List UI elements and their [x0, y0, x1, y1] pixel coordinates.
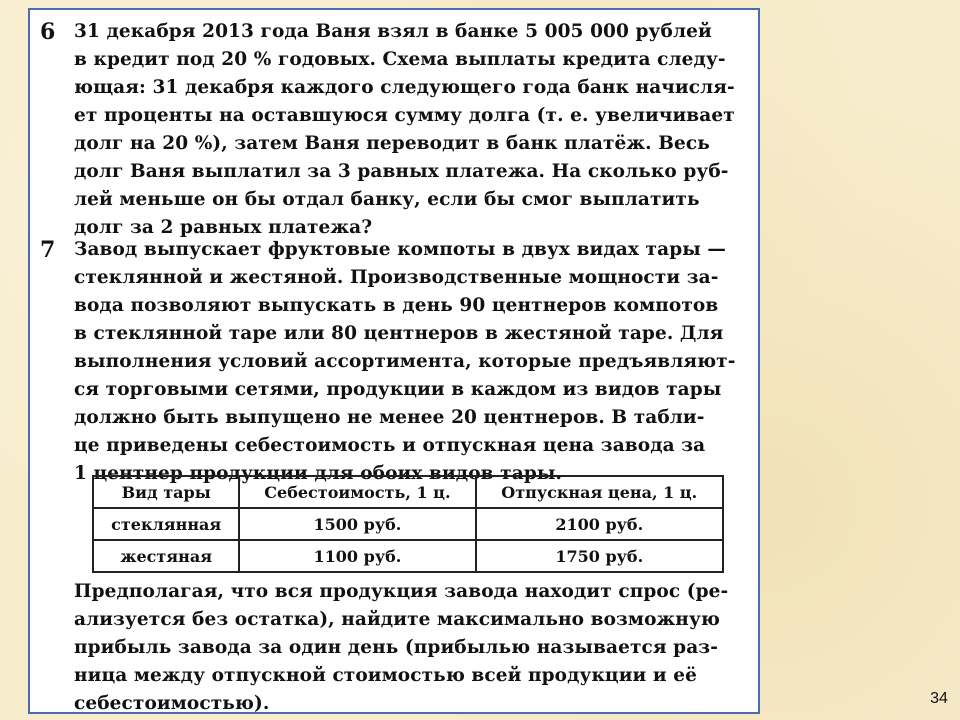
problem-text-line: ся торговыми сетями, продукции в каждом из видов тары [74, 379, 722, 400]
problem-text-line: 31 декабря 2013 года Ваня взял в банке 5 005 000 рублей [74, 21, 712, 42]
table-cell: 1100 руб. [239, 540, 475, 572]
page-number: 34 [930, 690, 948, 707]
problem-text-line: выполнения условий ассортимента, которые предъявляют- [74, 351, 736, 372]
problem-number: 6 [40, 19, 56, 45]
table-header-cell: Себестоимость, 1 ц. [239, 476, 475, 508]
problem-text-line: Предполагая, что вся продукция завода находит спрос (ре- [74, 581, 729, 602]
problem-text-line: ализуется без остатка), найдите максимально возможную [74, 609, 720, 630]
table-cell: 1750 руб. [476, 540, 724, 572]
problem-text-line: Завод выпускает фруктовые компоты в двух видах тары — [74, 239, 727, 260]
table-header-cell: Вид тары [93, 476, 239, 508]
problem-text-line: ница между отпускной стоимостью всей продукции и её [74, 665, 697, 686]
table-cell: 1500 руб. [239, 508, 475, 540]
problem-text-line: в кредит под 20 % годовых. Схема выплаты кредита следу- [74, 49, 726, 70]
table-row [93, 540, 723, 572]
problem-text-line: долг за 2 равных платежа? [74, 217, 373, 238]
table-cell: жестяная [93, 540, 239, 572]
table-cell: 2100 руб. [476, 508, 724, 540]
problem-text-line: вода позволяют выпускать в день 90 центнеров компотов [74, 295, 719, 316]
problem-text-line: 1 центнер продукции для обоих видов тары. [74, 463, 563, 484]
table-row [93, 508, 723, 540]
problem-text-line: лей меньше он бы отдал банку, если бы смог выплатить [74, 189, 700, 210]
problem-text-line: долг Ваня выплатил за 3 равных платежа. На сколько руб- [74, 161, 729, 182]
table-cell: стеклянная [93, 508, 239, 540]
table-header-cell: Отпускная цена, 1 ц. [476, 476, 724, 508]
problem-text-line: должно быть выпущено не менее 20 центнеров. В табли- [74, 407, 705, 428]
document-page [28, 8, 760, 714]
problem-text-line: ющая: 31 декабря каждого следующего года банк начисля- [74, 77, 735, 98]
price-table [92, 475, 724, 573]
problem-text-line: стеклянной и жестяной. Производственные мощности за- [74, 267, 719, 288]
problem-text-line: в стеклянной таре или 80 центнеров в жестяной таре. Для [74, 323, 724, 344]
problem-text-line: долг на 20 %), затем Ваня переводит в банк платёж. Весь [74, 133, 710, 154]
table-header-row [93, 476, 723, 508]
problem-text-line: прибыль завода за один день (прибылью называется раз- [74, 637, 718, 658]
problem-text-line: це приведены себестоимость и отпускная цена завода за [74, 435, 706, 456]
problem-text-line: себестоимостью). [74, 693, 270, 714]
problem-number: 7 [40, 237, 56, 263]
problem-text-line: ет проценты на оставшуюся сумму долга (т. е. увеличивает [74, 105, 735, 126]
